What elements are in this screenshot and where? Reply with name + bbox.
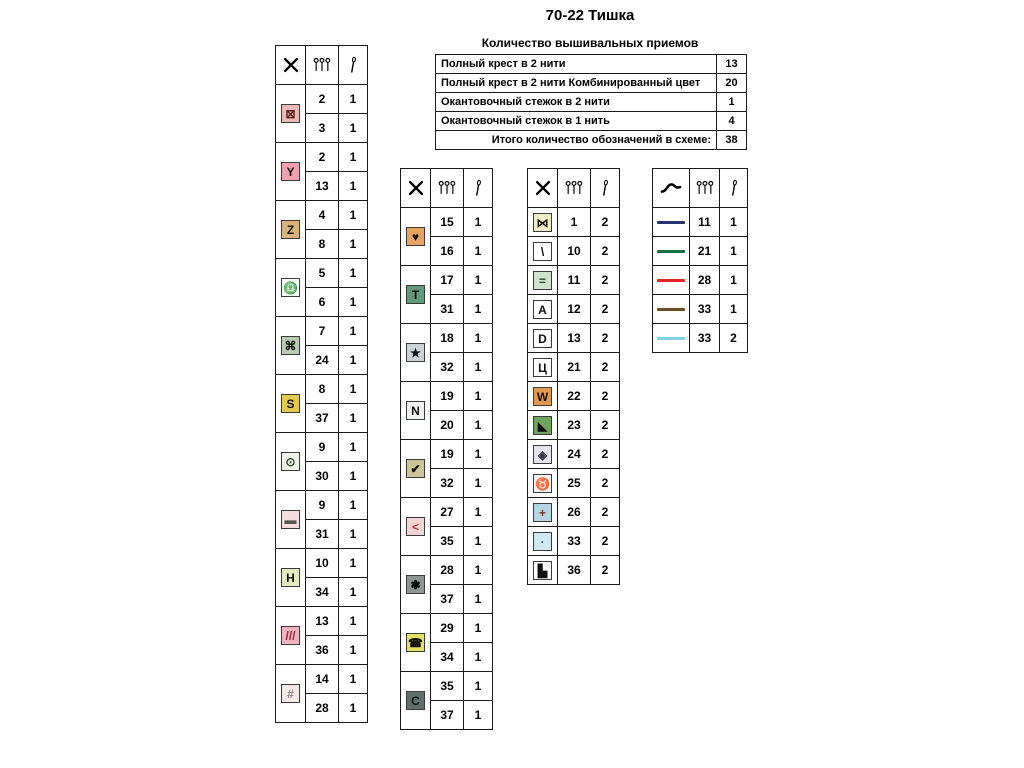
legend-row xyxy=(528,411,620,440)
color-number-cell: 16 xyxy=(431,237,464,266)
symbol-swatch: ⊙ xyxy=(281,452,300,471)
symbol-cell xyxy=(401,324,431,382)
symbol-swatch: = xyxy=(533,271,552,290)
symbol-swatch: \ xyxy=(533,242,552,261)
strand-count-cell: 1 xyxy=(339,549,368,578)
cross-stitch-icon xyxy=(533,178,553,198)
strand-count-cell: 1 xyxy=(339,143,368,172)
symbol-cell xyxy=(276,607,306,665)
symbol-cell xyxy=(401,382,431,440)
color-number-cell: 19 xyxy=(431,440,464,469)
summary-label: Полный крест в 2 нити xyxy=(436,55,717,74)
strand-count-cell: 1 xyxy=(464,237,493,266)
symbol-swatch: ♥ xyxy=(406,227,425,246)
strand-count-cell: 1 xyxy=(339,288,368,317)
color-number-cell: 6 xyxy=(306,288,339,317)
page-title: 70-22 Тишка xyxy=(545,7,635,24)
symbol-swatch: · xyxy=(533,532,552,551)
color-number-cell: 13 xyxy=(306,172,339,201)
symbol-swatch: A xyxy=(533,300,552,319)
symbol-swatch: ❃ xyxy=(406,575,425,594)
strand-count-cell: 2 xyxy=(591,498,620,527)
symbol-swatch: + xyxy=(533,503,552,522)
strand-count-cell: 1 xyxy=(720,208,748,237)
symbol-cell xyxy=(401,672,431,730)
summary-title: Количество вышивальных приемов xyxy=(481,36,699,50)
legend-row xyxy=(276,607,368,636)
strand-count-cell: 1 xyxy=(464,556,493,585)
legend-row xyxy=(401,382,493,411)
summary-value: 13 xyxy=(717,55,747,74)
threads-icon xyxy=(695,178,715,198)
summary-table xyxy=(435,54,747,150)
strand-count-cell: 2 xyxy=(591,382,620,411)
symbol-swatch: ☎ xyxy=(406,633,425,652)
strand-count-cell: 1 xyxy=(464,643,493,672)
symbol-cell xyxy=(401,440,431,498)
legend-row xyxy=(653,266,748,295)
symbol-cell xyxy=(276,201,306,259)
legend-row xyxy=(401,556,493,585)
color-number-cell: 34 xyxy=(306,578,339,607)
strand-count-cell: 1 xyxy=(720,266,748,295)
color-number-cell: 30 xyxy=(306,462,339,491)
strand-count-cell: 1 xyxy=(464,266,493,295)
color-number-cell: 18 xyxy=(431,324,464,353)
summary-body xyxy=(436,55,747,150)
legend-row xyxy=(276,143,368,172)
floss-header-cell xyxy=(306,46,339,85)
strand-count-cell: 1 xyxy=(339,636,368,665)
symbol-cell xyxy=(528,440,558,469)
legend-row xyxy=(401,324,493,353)
needle-icon xyxy=(595,178,615,198)
legend-row xyxy=(276,85,368,114)
summary-row xyxy=(436,55,747,74)
symbol-cell xyxy=(528,556,558,585)
symbol-cell xyxy=(276,491,306,549)
symbol-cell xyxy=(653,324,690,353)
symbol-cell xyxy=(401,556,431,614)
floss-header-cell xyxy=(690,169,720,208)
color-number-cell: 26 xyxy=(558,498,591,527)
symbol-cell xyxy=(528,411,558,440)
strand-count-cell: 1 xyxy=(339,607,368,636)
stitch-type-header-cell xyxy=(528,169,558,208)
strand-count-cell: 1 xyxy=(339,578,368,607)
color-number-cell: 22 xyxy=(558,382,591,411)
symbol-cell xyxy=(528,353,558,382)
strand-count-cell: 1 xyxy=(339,201,368,230)
symbol-cell xyxy=(528,527,558,556)
symbol-cell xyxy=(276,259,306,317)
legend-table-2-body xyxy=(401,169,493,730)
color-number-cell: 10 xyxy=(306,549,339,578)
symbol-cell xyxy=(276,375,306,433)
symbol-swatch: Z xyxy=(281,220,300,239)
legend-row xyxy=(276,665,368,694)
backstitch-line-swatch xyxy=(657,337,685,340)
strand-count-cell: 1 xyxy=(339,694,368,723)
color-number-cell: 12 xyxy=(558,295,591,324)
color-number-cell: 37 xyxy=(306,404,339,433)
strand-count-cell: 1 xyxy=(464,672,493,701)
color-number-cell: 23 xyxy=(558,411,591,440)
legend-row xyxy=(276,259,368,288)
color-number-cell: 24 xyxy=(558,440,591,469)
summary-row xyxy=(436,93,747,112)
symbol-cell xyxy=(528,469,558,498)
symbol-swatch: ◈ xyxy=(533,445,552,464)
symbol-swatch: # xyxy=(281,684,300,703)
legend-table-4 xyxy=(652,168,748,353)
strand-count-cell: 1 xyxy=(464,614,493,643)
summary-label: Полный крест в 2 нити Комбинированный цвет xyxy=(436,74,717,93)
strand-count-cell: 1 xyxy=(464,353,493,382)
color-number-cell: 33 xyxy=(690,324,720,353)
color-number-cell: 5 xyxy=(306,259,339,288)
color-number-cell: 27 xyxy=(431,498,464,527)
legend-row xyxy=(528,469,620,498)
symbol-swatch: ♉ xyxy=(533,474,552,493)
symbol-swatch: Y xyxy=(281,162,300,181)
strand-count-cell: 1 xyxy=(464,295,493,324)
backstitch-line-swatch xyxy=(657,279,685,282)
legend-row xyxy=(528,498,620,527)
color-number-cell: 7 xyxy=(306,317,339,346)
stitch-type-header-cell xyxy=(401,169,431,208)
color-number-cell: 32 xyxy=(431,353,464,382)
symbol-cell xyxy=(653,266,690,295)
strand-count-cell: 1 xyxy=(339,317,368,346)
symbol-cell xyxy=(528,237,558,266)
legend-row xyxy=(401,440,493,469)
threads-icon xyxy=(312,55,332,75)
cross-stitch-icon xyxy=(406,178,426,198)
legend-row xyxy=(276,549,368,578)
strand-count-cell: 2 xyxy=(591,208,620,237)
color-number-cell: 29 xyxy=(431,614,464,643)
legend-row xyxy=(528,324,620,353)
legend-header-row xyxy=(528,169,620,208)
strand-count-cell: 1 xyxy=(339,172,368,201)
legend-row xyxy=(401,614,493,643)
color-number-cell: 19 xyxy=(431,382,464,411)
color-number-cell: 33 xyxy=(690,295,720,324)
color-number-cell: 9 xyxy=(306,491,339,520)
color-number-cell: 15 xyxy=(431,208,464,237)
symbol-swatch: ★ xyxy=(406,343,425,362)
color-number-cell: 14 xyxy=(306,665,339,694)
strand-count-cell: 2 xyxy=(591,440,620,469)
needle-header-cell xyxy=(720,169,748,208)
legend-header-row xyxy=(276,46,368,85)
color-number-cell: 36 xyxy=(306,636,339,665)
color-number-cell: 2 xyxy=(306,85,339,114)
backstitch-line-swatch xyxy=(657,221,685,224)
strand-count-cell: 1 xyxy=(339,520,368,549)
strand-count-cell: 1 xyxy=(720,237,748,266)
color-number-cell: 37 xyxy=(431,701,464,730)
strand-count-cell: 1 xyxy=(464,324,493,353)
symbol-swatch: S xyxy=(281,394,300,413)
strand-count-cell: 1 xyxy=(339,665,368,694)
color-number-cell: 32 xyxy=(431,469,464,498)
strand-count-cell: 1 xyxy=(339,404,368,433)
symbol-cell xyxy=(401,614,431,672)
color-number-cell: 34 xyxy=(431,643,464,672)
legend-row xyxy=(528,266,620,295)
symbol-cell xyxy=(653,295,690,324)
symbol-swatch: ✔ xyxy=(406,459,425,478)
color-number-cell: 17 xyxy=(431,266,464,295)
summary-label: Итого количество обозначений в схеме: xyxy=(436,131,717,150)
strand-count-cell: 2 xyxy=(720,324,748,353)
legend-row xyxy=(528,353,620,382)
legend-row xyxy=(276,433,368,462)
needle-icon xyxy=(724,178,744,198)
strand-count-cell: 1 xyxy=(464,527,493,556)
strand-count-cell: 1 xyxy=(339,114,368,143)
needle-header-cell xyxy=(464,169,493,208)
symbol-cell xyxy=(276,665,306,723)
floss-header-cell xyxy=(558,169,591,208)
legend-table-1-body xyxy=(276,46,368,723)
symbol-cell xyxy=(653,237,690,266)
legend-row xyxy=(401,266,493,295)
strand-count-cell: 1 xyxy=(464,411,493,440)
symbol-swatch: N xyxy=(406,401,425,420)
backstitch-icon xyxy=(659,178,683,198)
legend-header-row xyxy=(401,169,493,208)
strand-count-cell: 2 xyxy=(591,237,620,266)
symbol-swatch: W xyxy=(533,387,552,406)
legend-table-2 xyxy=(400,168,493,730)
color-number-cell: 31 xyxy=(431,295,464,324)
color-number-cell: 11 xyxy=(558,266,591,295)
legend-row xyxy=(528,440,620,469)
strand-count-cell: 1 xyxy=(339,259,368,288)
legend-row xyxy=(401,208,493,237)
summary-label: Окантовочный стежок в 1 нить xyxy=(436,112,717,131)
stitch-type-header-cell xyxy=(653,169,690,208)
color-number-cell: 24 xyxy=(306,346,339,375)
symbol-swatch: D xyxy=(533,329,552,348)
summary-row xyxy=(436,131,747,150)
summary-value: 38 xyxy=(717,131,747,150)
strand-count-cell: 2 xyxy=(591,324,620,353)
color-number-cell: 35 xyxy=(431,672,464,701)
strand-count-cell: 1 xyxy=(339,433,368,462)
summary-label: Окантовочный стежок в 2 нити xyxy=(436,93,717,112)
color-number-cell: 8 xyxy=(306,230,339,259)
color-number-cell: 21 xyxy=(558,353,591,382)
cross-stitch-icon xyxy=(281,55,301,75)
symbol-swatch: /// xyxy=(281,626,300,645)
color-number-cell: 9 xyxy=(306,433,339,462)
symbol-swatch: ⌘ xyxy=(281,336,300,355)
color-number-cell: 4 xyxy=(306,201,339,230)
symbol-swatch: ♎ xyxy=(281,278,300,297)
legend-row xyxy=(528,208,620,237)
summary-value: 4 xyxy=(717,112,747,131)
color-number-cell: 36 xyxy=(558,556,591,585)
needle-icon xyxy=(468,178,488,198)
symbol-swatch: ⊠ xyxy=(281,104,300,123)
symbol-swatch: ▬ xyxy=(281,510,300,529)
color-number-cell: 37 xyxy=(431,585,464,614)
legend-row xyxy=(528,237,620,266)
needle-header-cell xyxy=(339,46,368,85)
legend-row xyxy=(276,317,368,346)
symbol-cell xyxy=(528,382,558,411)
symbol-swatch: ▙ xyxy=(533,561,552,580)
backstitch-line-swatch xyxy=(657,308,685,311)
strand-count-cell: 2 xyxy=(591,266,620,295)
color-number-cell: 33 xyxy=(558,527,591,556)
color-number-cell: 28 xyxy=(431,556,464,585)
strand-count-cell: 1 xyxy=(339,346,368,375)
legend-table-4-body xyxy=(653,169,748,353)
symbol-cell xyxy=(276,317,306,375)
summary-row xyxy=(436,112,747,131)
legend-row xyxy=(528,556,620,585)
color-number-cell: 13 xyxy=(306,607,339,636)
symbol-cell xyxy=(276,143,306,201)
symbol-cell xyxy=(528,208,558,237)
floss-header-cell xyxy=(431,169,464,208)
symbol-cell xyxy=(528,498,558,527)
legend-table-3 xyxy=(527,168,620,585)
legend-row xyxy=(276,375,368,404)
legend-table-3-body xyxy=(528,169,620,585)
legend-row xyxy=(401,498,493,527)
symbol-swatch: C xyxy=(406,691,425,710)
summary-value: 1 xyxy=(717,93,747,112)
color-number-cell: 8 xyxy=(306,375,339,404)
strand-count-cell: 1 xyxy=(339,230,368,259)
strand-count-cell: 1 xyxy=(339,462,368,491)
needle-icon xyxy=(343,55,363,75)
strand-count-cell: 2 xyxy=(591,411,620,440)
legend-row xyxy=(653,237,748,266)
backstitch-line-swatch xyxy=(657,250,685,253)
symbol-cell xyxy=(528,324,558,353)
symbol-swatch: ⋈ xyxy=(533,213,552,232)
needle-header-cell xyxy=(591,169,620,208)
strand-count-cell: 2 xyxy=(591,353,620,382)
legend-row xyxy=(276,491,368,520)
strand-count-cell: 1 xyxy=(464,208,493,237)
strand-count-cell: 1 xyxy=(339,491,368,520)
threads-icon xyxy=(564,178,584,198)
legend-row xyxy=(528,295,620,324)
symbol-swatch: Ц xyxy=(533,358,552,377)
symbol-cell xyxy=(653,208,690,237)
color-number-cell: 25 xyxy=(558,469,591,498)
symbol-swatch: H xyxy=(281,568,300,587)
legend-row xyxy=(653,295,748,324)
symbol-cell xyxy=(276,85,306,143)
strand-count-cell: 1 xyxy=(464,701,493,730)
strand-count-cell: 1 xyxy=(464,498,493,527)
symbol-cell xyxy=(276,433,306,491)
legend-row xyxy=(653,324,748,353)
strand-count-cell: 1 xyxy=(464,469,493,498)
strand-count-cell: 1 xyxy=(720,295,748,324)
strand-count-cell: 2 xyxy=(591,469,620,498)
symbol-cell xyxy=(276,549,306,607)
legend-header-row xyxy=(653,169,748,208)
strand-count-cell: 2 xyxy=(591,295,620,324)
strand-count-cell: 1 xyxy=(464,585,493,614)
color-number-cell: 11 xyxy=(690,208,720,237)
symbol-cell xyxy=(401,208,431,266)
color-number-cell: 35 xyxy=(431,527,464,556)
legend-row xyxy=(528,527,620,556)
symbol-swatch: T xyxy=(406,285,425,304)
summary-row xyxy=(436,74,747,93)
legend-table-1 xyxy=(275,45,368,723)
color-number-cell: 1 xyxy=(558,208,591,237)
strand-count-cell: 1 xyxy=(464,382,493,411)
legend-row xyxy=(401,672,493,701)
color-number-cell: 13 xyxy=(558,324,591,353)
legend-row xyxy=(276,201,368,230)
color-number-cell: 28 xyxy=(306,694,339,723)
color-number-cell: 10 xyxy=(558,237,591,266)
color-number-cell: 2 xyxy=(306,143,339,172)
stitch-type-header-cell xyxy=(276,46,306,85)
legend-row xyxy=(653,208,748,237)
symbol-cell xyxy=(401,498,431,556)
threads-icon xyxy=(437,178,457,198)
strand-count-cell: 2 xyxy=(591,556,620,585)
strand-count-cell: 1 xyxy=(339,375,368,404)
symbol-cell xyxy=(528,295,558,324)
strand-count-cell: 2 xyxy=(591,527,620,556)
strand-count-cell: 1 xyxy=(339,85,368,114)
symbol-cell xyxy=(528,266,558,295)
legend-row xyxy=(528,382,620,411)
summary-value: 20 xyxy=(717,74,747,93)
color-number-cell: 20 xyxy=(431,411,464,440)
color-number-cell: 3 xyxy=(306,114,339,143)
strand-count-cell: 1 xyxy=(464,440,493,469)
symbol-swatch: ◣ xyxy=(533,416,552,435)
color-number-cell: 28 xyxy=(690,266,720,295)
symbol-cell xyxy=(401,266,431,324)
color-number-cell: 31 xyxy=(306,520,339,549)
color-number-cell: 21 xyxy=(690,237,720,266)
symbol-swatch: < xyxy=(406,517,425,536)
